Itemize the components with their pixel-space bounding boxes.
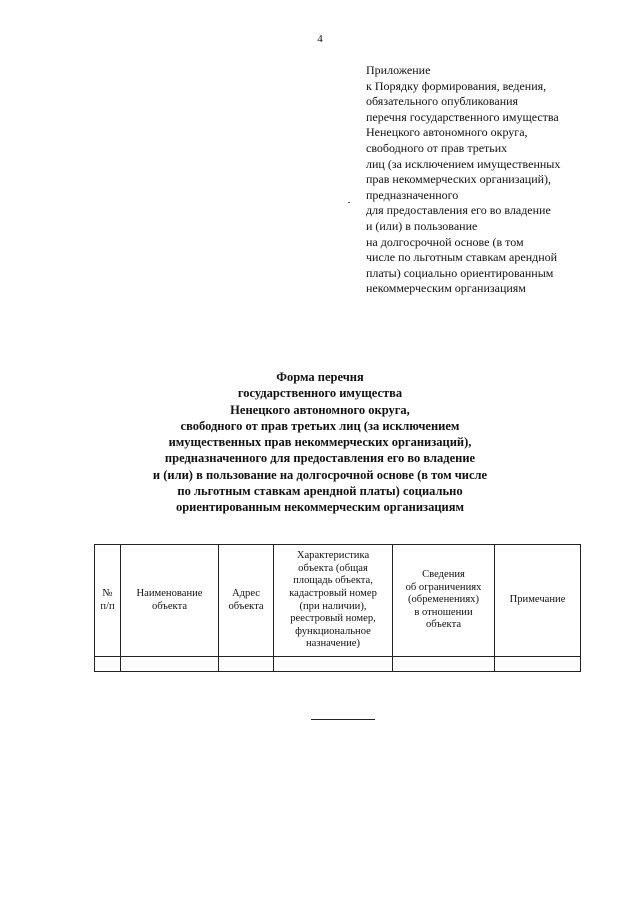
- header-cell-line: в отношении: [414, 606, 473, 618]
- appendix-line: Приложение: [366, 63, 431, 77]
- form-title-line: свободного от прав третьих лиц (за исключением: [180, 418, 460, 433]
- form-title-line: имущественных прав некоммерческих организаций),: [168, 435, 472, 450]
- form-table: [94, 544, 581, 672]
- form-title-line: предназначенного для предоставления его во владение: [164, 451, 476, 466]
- form-title-line: государственного имущества: [237, 386, 403, 401]
- header-cell-line: назначение): [305, 638, 361, 650]
- header-cell-line: п/п: [100, 600, 115, 612]
- appendix-note: [366, 63, 626, 297]
- form-title: [0, 369, 640, 516]
- appendix-line: числе по льготным ставкам арендной: [366, 250, 558, 265]
- header-cell-line: кадастровый номер: [289, 587, 377, 599]
- stray-mark: [348, 202, 350, 203]
- header-cell-line: объекта: [425, 619, 462, 631]
- page-number: 4: [317, 33, 323, 45]
- appendix-line: свободного от прав третьих: [366, 140, 508, 155]
- table-row: [95, 657, 581, 672]
- appendix-line: предназначенного: [366, 187, 459, 202]
- header-cell-line: (обременениях): [407, 594, 480, 606]
- table-cell: [95, 657, 121, 672]
- header-cell-line: (при наличии),: [299, 600, 367, 612]
- appendix-line: к Порядку формирования, ведения,: [366, 78, 547, 93]
- header-cell-note: [495, 545, 581, 657]
- header-cell-characteristics: [274, 545, 393, 657]
- appendix-line: лиц (за исключением имущественных: [366, 156, 561, 171]
- appendix-line: на долгосрочной основе (в том: [366, 234, 524, 249]
- appendix-line: платы) социально ориентированным: [366, 265, 554, 280]
- appendix-line: прав некоммерческих организаций),: [366, 172, 552, 187]
- table-cell: [121, 657, 219, 672]
- form-title-line: Ненецкого автономного округа,: [230, 402, 410, 417]
- table-cell: [219, 657, 274, 672]
- header-cell-line: функциональное: [295, 625, 371, 637]
- table-body: [95, 657, 581, 672]
- table-header-row: [95, 545, 581, 657]
- form-title-line: Форма перечня: [276, 370, 364, 384]
- separator-line: [311, 719, 375, 720]
- appendix-line: некоммерческим организациям: [366, 281, 526, 296]
- header-cell-number: [95, 545, 121, 657]
- appendix-line: перечня государственного имущества: [366, 109, 559, 124]
- header-cell-line: Характеристика: [296, 550, 370, 562]
- header-cell-line: Наименование: [136, 587, 203, 599]
- header-cell-line: объекта: [151, 600, 188, 612]
- appendix-line: для предоставления его во владение: [366, 203, 551, 218]
- header-cell-line: объекта: [228, 600, 264, 612]
- header-cell-line: об ограничениях: [405, 581, 482, 593]
- form-title-line: ориентированным некоммерческим организациям: [175, 500, 465, 515]
- header-cell-restrictions: [393, 545, 495, 657]
- header-cell-line: площадь объекта,: [293, 575, 373, 587]
- appendix-line: обязательного опубликования: [366, 94, 519, 109]
- header-cell-line: Примечание: [509, 594, 566, 606]
- appendix-line: Ненецкого автономного округа,: [366, 125, 528, 140]
- table-cell: [393, 657, 495, 672]
- header-cell-name: [121, 545, 219, 657]
- appendix-line: и (или) в пользование: [366, 218, 478, 233]
- form-title-line: и (или) в пользование на долгосрочной основе (в том числе: [152, 467, 488, 482]
- header-cell-line: №: [102, 587, 113, 599]
- table-cell: [495, 657, 581, 672]
- header-cell-line: реестровый номер,: [290, 613, 376, 625]
- header-cell-address: [219, 545, 274, 657]
- header-cell-line: Сведения: [422, 569, 465, 581]
- table-cell: [274, 657, 393, 672]
- form-title-line: по льготным ставкам арендной платы) социально: [177, 484, 463, 499]
- header-cell-line: объекта (общая: [298, 562, 368, 574]
- header-cell-line: Адрес: [231, 587, 260, 599]
